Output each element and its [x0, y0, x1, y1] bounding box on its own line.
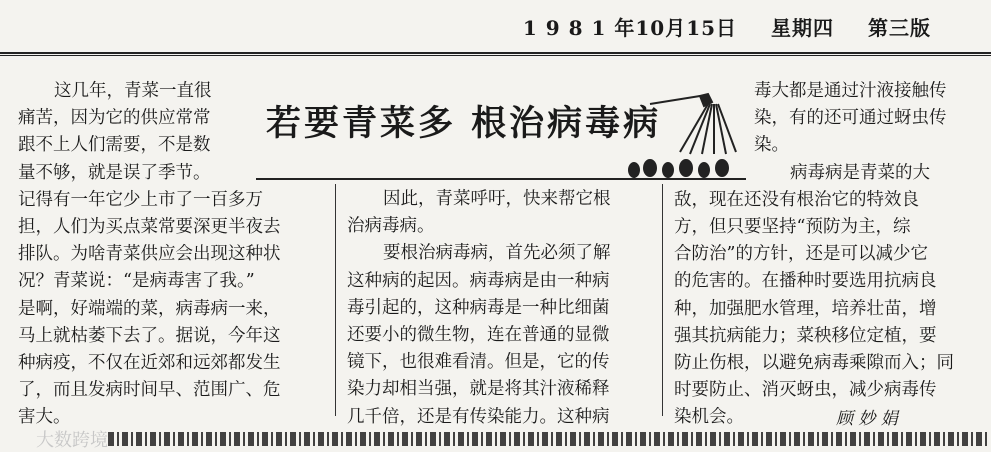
text-line: 镜下，也很难看清。但是，它的传	[347, 352, 610, 373]
text-line: 染力却相当强，就是将其汁液稀释	[347, 379, 610, 400]
decorative-border	[108, 432, 988, 446]
column-divider	[335, 184, 336, 416]
text-line: 敌，现在还没有根治它的特效良	[674, 189, 919, 210]
text-line: 方，但只要坚持“预防为主，综	[674, 216, 911, 237]
author-byline: 顾 妙 娟	[836, 409, 898, 429]
text-line: 要根治病毒病，首先必须了解	[383, 243, 611, 264]
text-line: 马上就枯萎下去了。据说，今年这	[18, 325, 281, 346]
text-line: 治病毒病。	[347, 216, 435, 237]
column-2	[347, 186, 647, 431]
text-line: 是啊，好端端的菜，病毒病一来，	[18, 298, 281, 319]
text-line: 这种病的起因。病毒病是由一种病	[347, 270, 610, 291]
text-line: 合防治”的方针，还是可以减少它	[674, 244, 928, 265]
text-line: 染，有的还可通过蚜虫传	[754, 108, 947, 129]
column-3	[674, 78, 979, 431]
text-line: 这几年，青菜一直很	[54, 81, 212, 101]
text-line: 因此，青菜呼吁，快来帮它根	[383, 189, 611, 209]
text-line: 时要防止、消灭蚜虫，减少病毒传	[674, 380, 937, 401]
article-title: 若要青菜多 根治病毒病	[266, 103, 662, 144]
text-line: 担，人们为买点菜常要深更半夜去	[18, 216, 281, 237]
text-line: 害大。	[18, 407, 71, 428]
text-line: 种病疫，不仅在近郊和远郊都发生	[18, 352, 281, 373]
column-divider	[662, 184, 663, 416]
text-line: 几千倍，还是有传染能力。这种病	[347, 406, 610, 427]
text-line: 况？青菜说：“是病毒害了我。”	[18, 271, 255, 292]
dateline	[523, 12, 931, 41]
text-line: 还要小的微生物，连在普通的显微	[347, 324, 610, 345]
text-line: 跟不上人们需要，不是数	[18, 135, 211, 156]
text-line: 染机会。	[674, 407, 744, 428]
text-line: 毒引起的，这种病毒是一种比细菌	[347, 297, 610, 318]
text-line: 痛苦，因为它的供应常常	[18, 108, 211, 129]
text-line: 量不够，就是误了季节。	[18, 162, 211, 183]
date-text: 1 9 8 1 年10月15日	[522, 16, 738, 40]
text-line: 的危害的。在播种时要选用抗病良	[674, 271, 937, 292]
text-line: 防止伤根，以避免病毒乘隙而入；同	[674, 352, 954, 373]
text-line: 了，而且发病时间早、范围广、危	[18, 380, 281, 401]
text-line: 毒大都是通过汁液接触传	[754, 81, 947, 101]
watermark-text: 大数跨境	[36, 430, 108, 451]
text-line: 种，加强肥水管理，培养壮苗，增	[674, 298, 937, 319]
text-line: 染。	[754, 135, 789, 156]
text-line: 排队。为啥青菜供应会出现这种状	[18, 244, 281, 265]
text-line: 记得有一年它少上市了一百多万	[18, 189, 263, 210]
text-line: 病毒病是青菜的大	[790, 162, 930, 183]
page-number: 第三版	[868, 16, 931, 40]
weekday-text: 星期四	[771, 16, 835, 40]
title-rule	[256, 178, 746, 180]
column-1	[18, 78, 281, 431]
header-rule	[0, 52, 991, 56]
text-line: 强其抗病能力；菜秧移位定植，要	[674, 325, 937, 346]
